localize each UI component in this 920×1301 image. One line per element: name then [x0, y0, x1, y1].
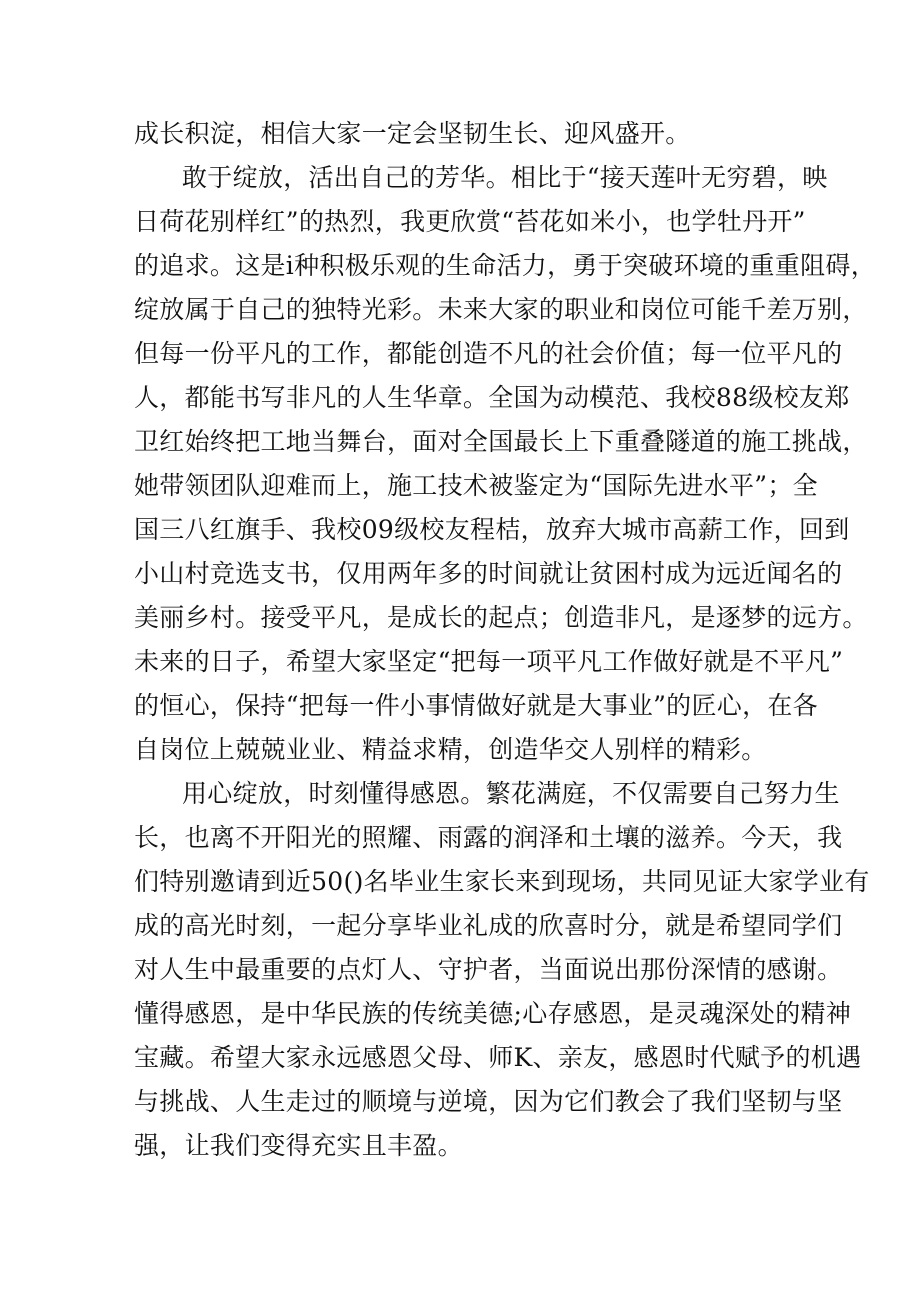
text-line: 日荷花别样红”的热烈，我更欣赏“苔花如米小，也学牡丹开”: [134, 207, 806, 236]
text-line: 成长积淀，相信大家一定会坚韧生长、迎风盛开。: [134, 119, 691, 148]
text-line: 用心绽放，时刻懂得感恩。繁花满庭，不仅需要自己努力生: [182, 779, 840, 808]
text-line: 未来的日子，希望大家坚定“把每一项平凡工作做好就是不平凡”: [134, 647, 844, 676]
text-line: 成的高光时刻，一起分享毕业礼成的欣喜时分，就是希望同学们: [134, 911, 843, 940]
text-line: 美丽乡村。接受平凡，是成长的起点；创造非凡，是逐梦的远方。: [134, 603, 868, 632]
text-line: 自岗位上兢兢业业、精益求精，创造华交人别样的精彩。: [134, 735, 767, 764]
text-line: 敢于绽放，活出自己的芳华。相比于“接天莲叶无穷碧，映: [182, 163, 828, 192]
text-line: 绽放属于自己的独特光彩。未来大家的职业和岗位可能千差万别，: [134, 295, 868, 324]
text-line: 人，都能书写非凡的人生华章。全国为动模范、我校88级校友郑: [134, 383, 850, 412]
text-line: 卫红始终把工地当舞台，面对全国最长上下重叠隧道的施工挑战，: [134, 427, 868, 456]
text-line: 与挑战、人生走过的顺境与逆境，因为它们教会了我们坚韧与坚: [134, 1087, 843, 1116]
text-line: 懂得感恩，是中华民族的传统美德;心存感恩，是灵魂深处的精神: [134, 999, 852, 1028]
text-line: 们特别邀请到近50()名毕业生家长来到现场，共同见证大家学业有: [134, 867, 870, 896]
text-line: 对人生中最重要的点灯人、守护者，当面说出那份深情的感谢。: [134, 955, 843, 984]
text-line: 但每一份平凡的工作，都能创造不凡的社会价值；每一位平凡的: [134, 339, 843, 368]
text-line: 国三八红旗手、我校09级校友程桔，放弃大城市高薪工作，回到: [134, 515, 850, 544]
text-line: 的追求。这是i种积极乐观的生命活力，勇于突破环境的重重阻碍，: [134, 251, 876, 280]
text-line: 她带领团队迎难而上，施工技术被鉴定为“国际先进水平”；全: [134, 471, 818, 500]
text-line: 小山村竞选支书，仅用两年多的时间就让贫困村成为远近闻名的: [134, 559, 843, 588]
text-line: 的恒心，保持“把每一件小事情做好就是大事业”的匠心，在各: [134, 691, 818, 720]
text-line: 长，也离不开阳光的照耀、雨露的润泽和土壤的滋养。今天，我: [134, 823, 843, 852]
text-line: 强，让我们变得充实且丰盈。: [134, 1131, 463, 1160]
text-line: 宝藏。希望大家永远感恩父母、师K、亲友，感恩时代赋予的机遇: [134, 1043, 862, 1072]
